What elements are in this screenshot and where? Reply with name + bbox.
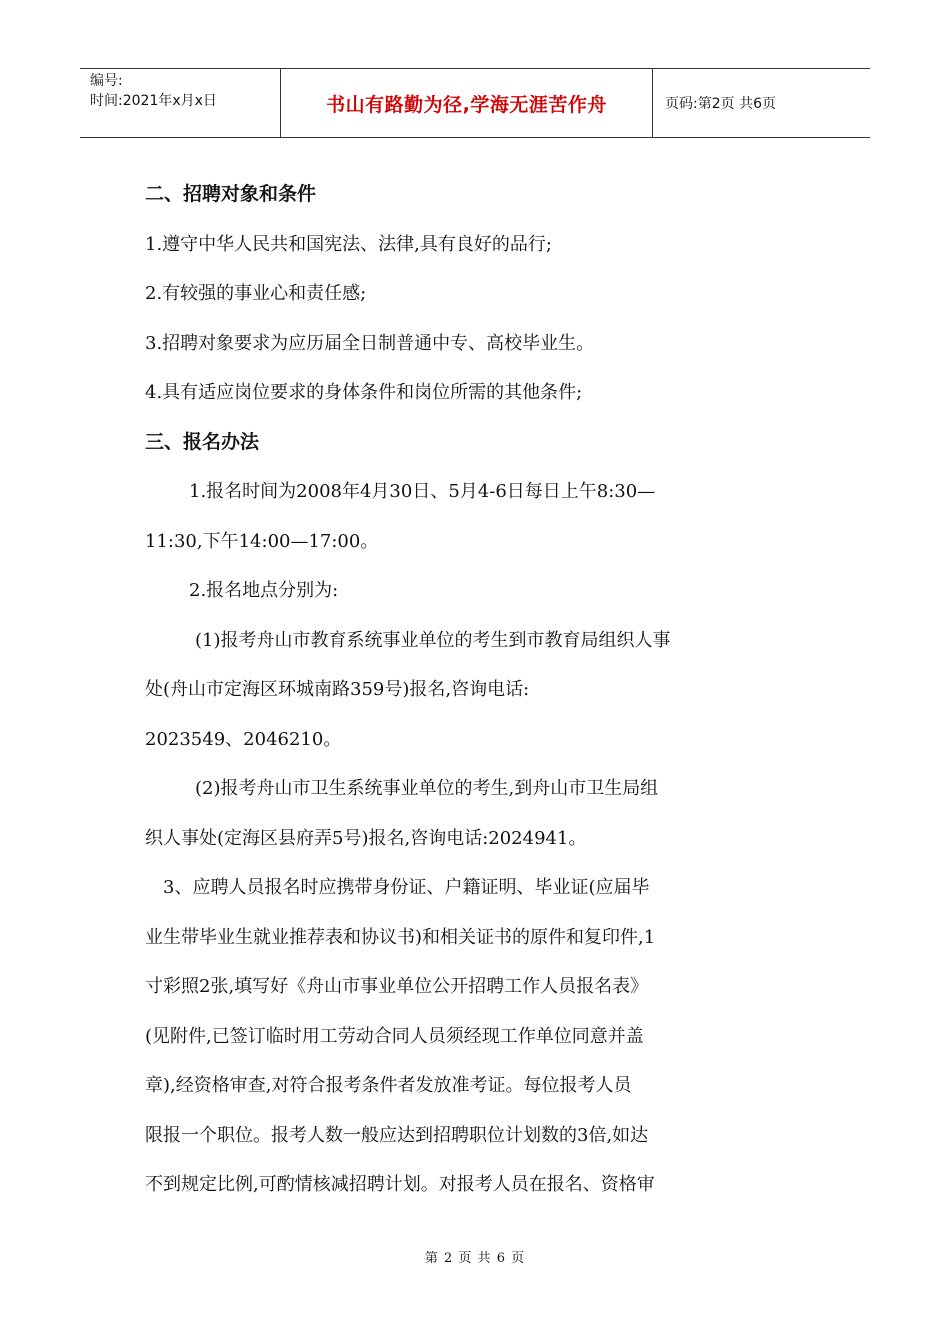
paragraph-line: 11:30,下午14:00—17:00。 xyxy=(145,530,379,552)
header-meta xyxy=(80,69,281,137)
document-body xyxy=(145,170,805,1210)
paragraph-line: 1.报名时间为2008年4月30日、5月4-6日每日上午8:30— xyxy=(189,481,656,502)
doc-number: 编号: xyxy=(90,73,123,89)
paragraph-line: (见附件,已签订临时用工劳动合同人员须经现工作单位同意并盖 xyxy=(145,1025,644,1047)
paragraph-line: 限报一个职位。报考人数一般应达到招聘职位计划数的3倍,如达 xyxy=(145,1124,649,1146)
section-heading: 二、招聘对象和条件 xyxy=(145,183,317,205)
paragraph-line: (1)报考舟山市教育系统事业单位的考生到市教育局组织人事 xyxy=(195,629,671,651)
header-motto: 书山有路勤为径,学海无涯苦作舟 xyxy=(326,93,607,116)
paragraph-line: 业生带毕业生就业推荐表和协议书)和相关证书的原件和复印件,1 xyxy=(145,926,656,948)
doc-date: 时间:2021年x月x日 xyxy=(90,93,217,109)
page-header xyxy=(80,68,870,138)
paragraph-line: 寸彩照2张,填写好《舟山市事业单位公开招聘工作人员报名表》 xyxy=(145,976,649,997)
header-motto-cell xyxy=(281,69,653,137)
page-footer: 第 2 页 共 6 页 xyxy=(424,1251,526,1266)
paragraph-line: 3、应聘人员报名时应携带身份证、户籍证明、毕业证(应届毕 xyxy=(163,877,650,898)
paragraph-line: (2)报考舟山市卫生系统事业单位的考生,到舟山市卫生局组 xyxy=(195,778,659,799)
header-page-info: 页码:第2页 共6页 xyxy=(665,96,776,112)
section-heading: 三、报名办法 xyxy=(145,430,260,453)
paragraph-line: 2.有较强的事业心和责任感; xyxy=(145,283,367,304)
paragraph-line: 2.报名地点分别为: xyxy=(189,580,339,601)
paragraph-line: 4.具有适应岗位要求的身体条件和岗位所需的其他条件; xyxy=(145,382,583,403)
paragraph-line: 2023549、2046210。 xyxy=(145,728,342,750)
paragraph-line: 织人事处(定海区县府弄5号)报名,咨询电话:2024941。 xyxy=(145,827,587,849)
paragraph-line: 不到规定比例,可酌情核减招聘计划。对报考人员在报名、资格审 xyxy=(145,1174,655,1195)
paragraph-line: 3.招聘对象要求为应历届全日制普通中专、高校毕业生。 xyxy=(145,332,595,354)
paragraph-line: 1.遵守中华人民共和国宪法、法律,具有良好的品行; xyxy=(145,233,552,255)
paragraph-line: 处(舟山市定海区环城南路359号)报名,咨询电话: xyxy=(145,679,530,700)
paragraph-line: 章),经资格审查,对符合报考条件者发放准考证。每位报考人员 xyxy=(145,1075,632,1096)
